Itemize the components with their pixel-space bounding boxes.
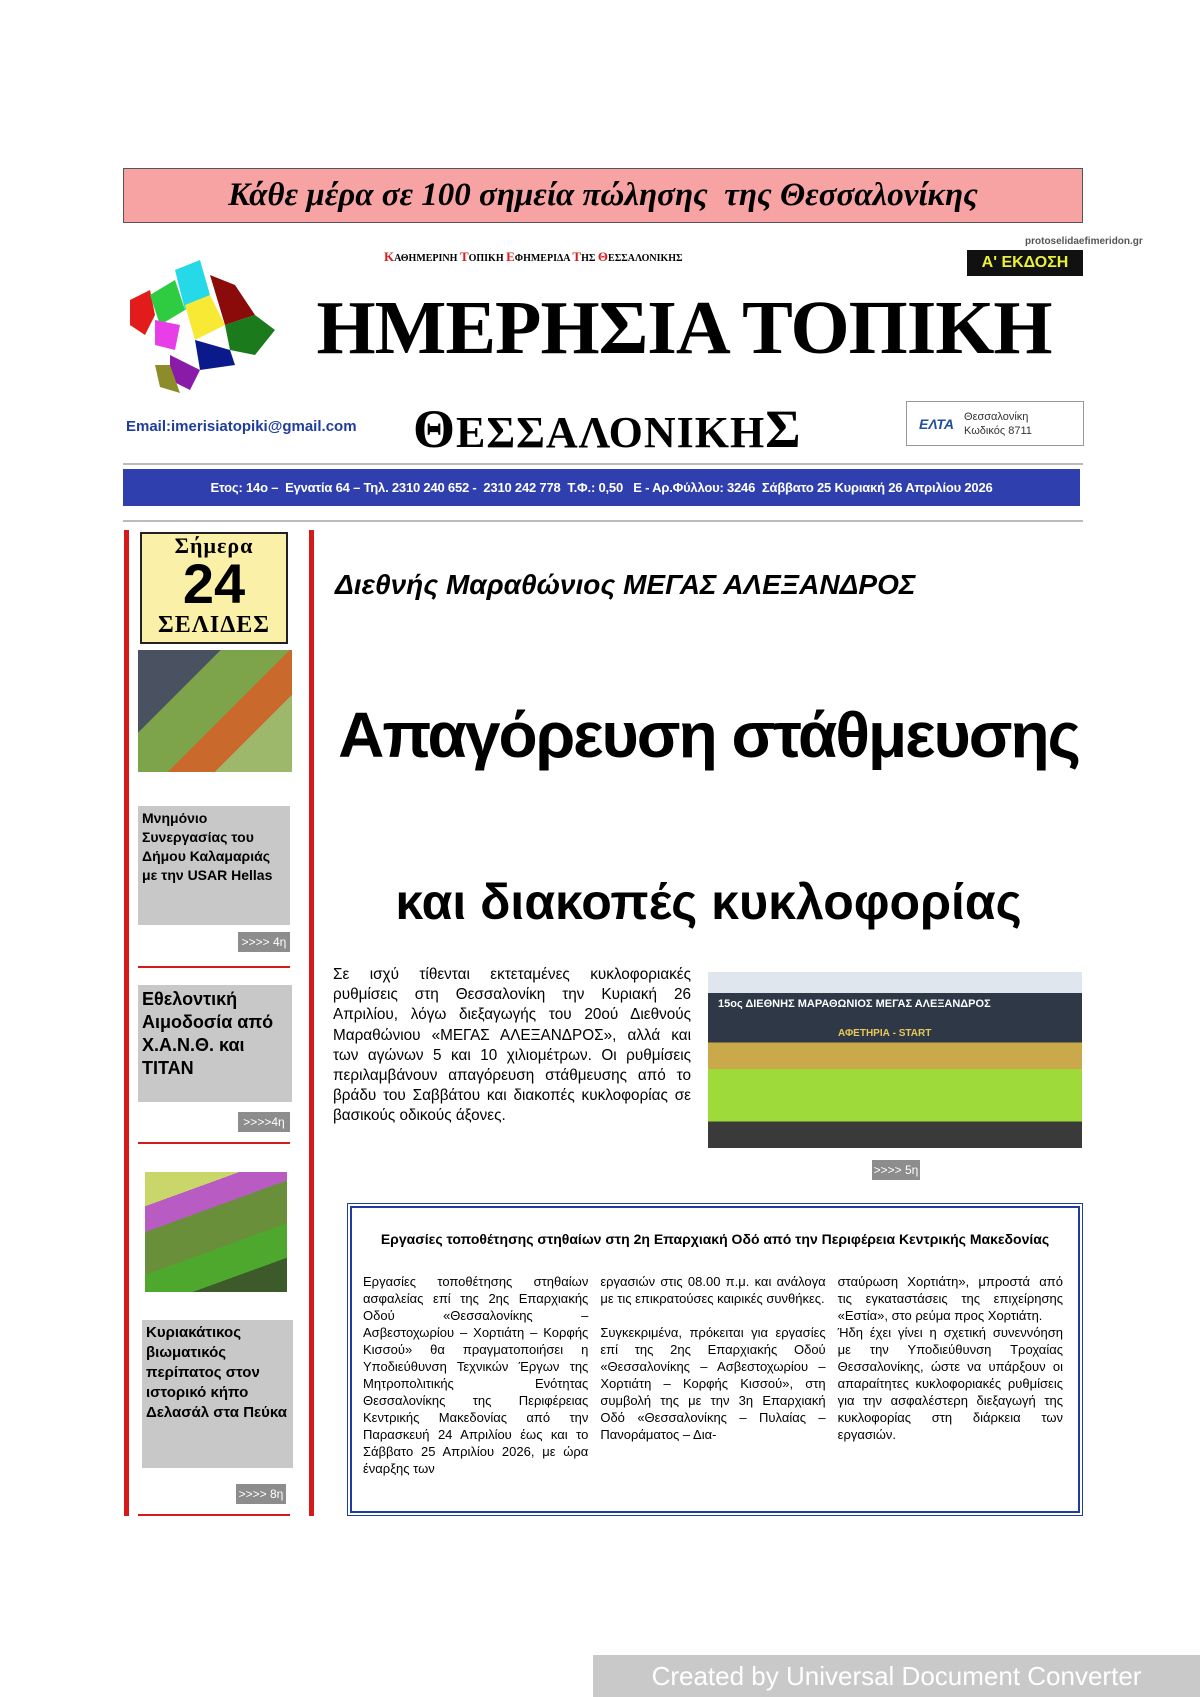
divider [138, 1514, 290, 1516]
masthead-subtitle: ΚΑΘΗΜΕΡΙΝΗ ΤΟΠΙΚΗ ΕΦΗΜΕΡΙΔΑ ΤΗΣ ΘΕΣΣΑΛΟΝΙΚΗΣ [384, 249, 683, 264]
sidebar-story-1[interactable]: Μνημόνιο Συνεργασίας του Δήμου Καλαμαριάς με την USAR Hellas [138, 806, 290, 925]
issue-info-bar: Ετος: 14ο – Εγνατία 64 – Τηλ. 2310 240 652 - 2310 242 778 Τ.Φ.: 0,50 Ε - Αρ.Φύλλου: 3246 Σάββατο 25 Κυριακή 26 Απριλίου 2026 [123, 469, 1080, 506]
divider [138, 1142, 290, 1144]
page-count-box: Σήμερα 24 ΣΕΛΙΔΕΣ [140, 532, 288, 644]
page-ref-4[interactable]: >>>> 4η [238, 932, 290, 952]
watermark: protoselidaefimeridon.gr [1025, 236, 1143, 247]
masthead-title: ΗΜΕΡΗΣΙΑ ΤΟΠΙΚΗ [316, 286, 1052, 370]
page-ref-5[interactable]: >>>> 5η [872, 1160, 920, 1180]
converter-watermark: Created by Universal Document Converter [593, 1655, 1200, 1697]
elta-postal-box [906, 401, 1084, 446]
sidebar-rule-left [124, 530, 129, 1516]
photo-banner-text: 15ος ΔΙΕΘΝΗΣ ΜΑΡΑΘΩΝΙΟΣ ΜΕΓΑΣ ΑΛΕΞΑΝΔΡΟΣ [718, 998, 991, 1010]
main-headline[interactable]: Απαγόρευση στάθμευσης [338, 699, 1079, 771]
email-link[interactable]: Email:imerisiatopiki@gmail.com [126, 418, 357, 435]
elta-city: Θεσσαλονίκη [964, 410, 1029, 423]
article-col-3a: σταύρωση Χορτιάτη», μπροστά από τις εγκαταστάσεις της επιχείρησης «Εστία», στο ρεύμα προς Χορτιάτη. [837, 1274, 1063, 1323]
article-col-2b: Συγκεκριμένα, πρόκειται για εργασίες επί της 2ης Επαρχιακής Οδού «Θεσσαλονίκης – Ασβεστοχωρίου – Χορτιάτη – Κορφής Κισσού», στη συμβολή της με την 3η Επαρχιακή Οδό «Θεσσαλονίκης – Πυλαίας – Πανοράματος – Δια- [600, 1325, 826, 1442]
article-title[interactable]: Εργασίες τοποθέτησης στηθαίων στη 2η Επαρχιακή Οδό από την Περιφέρεια Κεντρικής Μακεδονίας [380, 1231, 1050, 1247]
masthead-city: ΘΕΣΣΑΛΟΝΙΚΗΣ [413, 399, 802, 459]
elta-logo: ΕΛΤΑ [919, 415, 955, 432]
divider [123, 520, 1083, 522]
region-map-logo [125, 255, 283, 395]
trimmer-photo[interactable] [138, 650, 292, 772]
photo-start-text: ΑΦΕΤΗΡΙΑ - START [838, 1028, 932, 1039]
article-col-3b: Ήδη έχει γίνει η σχετική συνεννόηση με την Υποδιεύθυνση Τροχαίας Θεσσαλονίκης, ώστε να υπάρξουν οι απαραίτητες κυκλοφοριακές ρυθμίσεις για την ασφαλέστερη διεξαγωγή της κυκλοφορίας στη διάρκεια των εργασιών. [837, 1325, 1063, 1442]
article-columns [363, 1273, 1063, 1477]
divider [123, 463, 1083, 465]
divider [138, 966, 290, 968]
page-ref-8[interactable]: >>>> 8η [236, 1484, 286, 1504]
kicker: Διεθνής Μαραθώνιος ΜΕΓΑΣ ΑΛΕΞΑΝΔΡΟΣ [335, 569, 916, 600]
article-col-1: Εργασίες τοποθέτησης στηθαίων ασφαλείας επί της 2ης Επαρχιακής Οδού «Θεσσαλονίκης – Ασβεστοχωρίου – Χορτιάτη – Κορφής Κισσού» θα πραγματοποιήσει η Υποδιεύθυνση Τεχνικών Έργων της Μητροπολιτικής Ενότητας Θεσσαλονίκης της Περιφέρειας Κεντρικής Μακεδονίας από την Παρασκευή 24 Απριλίου έως και το Σάββατο 25 Απριλίου 2026, με ώρα έναρξης των [363, 1274, 589, 1476]
garden-photo[interactable] [145, 1172, 287, 1292]
sidebar-story-3[interactable]: Κυριακάτικος βιωματικός περίπατος στον ιστορικό κήπο Δελασάλ στα Πεύκα [142, 1320, 293, 1468]
article-box [347, 1203, 1083, 1516]
page-ref-4[interactable]: >>>>4η [238, 1112, 290, 1132]
lead-paragraph: Σε ισχύ τίθενται εκτεταμένες κυκλοφοριακές ρυθμίσεις στη Θεσσαλονίκη την Κυριακή 26 Απριλίου, λόγω διεξαγωγής του 20ού Διεθνούς Μαραθώνιου «ΜΕΓΑΣ ΑΛΕΞΑΝΔΡΟΣ», αλλά και των αγώνων 5 και 10 χιλιομέτρων. Οι ρυθμίσεις περιλαμβάνουν απαγόρευση στάθμευσης από το βράδυ του Σαββάτου και διακοπές κυκλοφορίας σε βασικούς οδικούς άξονες. [333, 966, 691, 1125]
edition-badge: Α' ΕΚΔΟΣΗ [967, 250, 1083, 276]
main-subheadline: και διακοπές κυκλοφορίας [395, 874, 1022, 930]
sidebar-rule-right [309, 530, 314, 1516]
sidebar-story-2[interactable]: Εθελοντική Αιμοδοσία από Χ.Α.Ν.Θ. και TITAN [138, 985, 292, 1102]
article-col-2a: εργασιών στις 08.00 π.μ. και ανάλογα με τις επικρατούσες καιρικές συνθήκες. [600, 1274, 826, 1306]
marathon-photo[interactable] [708, 972, 1082, 1148]
promo-banner: Κάθε μέρα σε 100 σημεία πώλησης της Θεσσαλονίκης [123, 168, 1083, 223]
elta-code: Κωδικός 8711 [964, 424, 1032, 437]
